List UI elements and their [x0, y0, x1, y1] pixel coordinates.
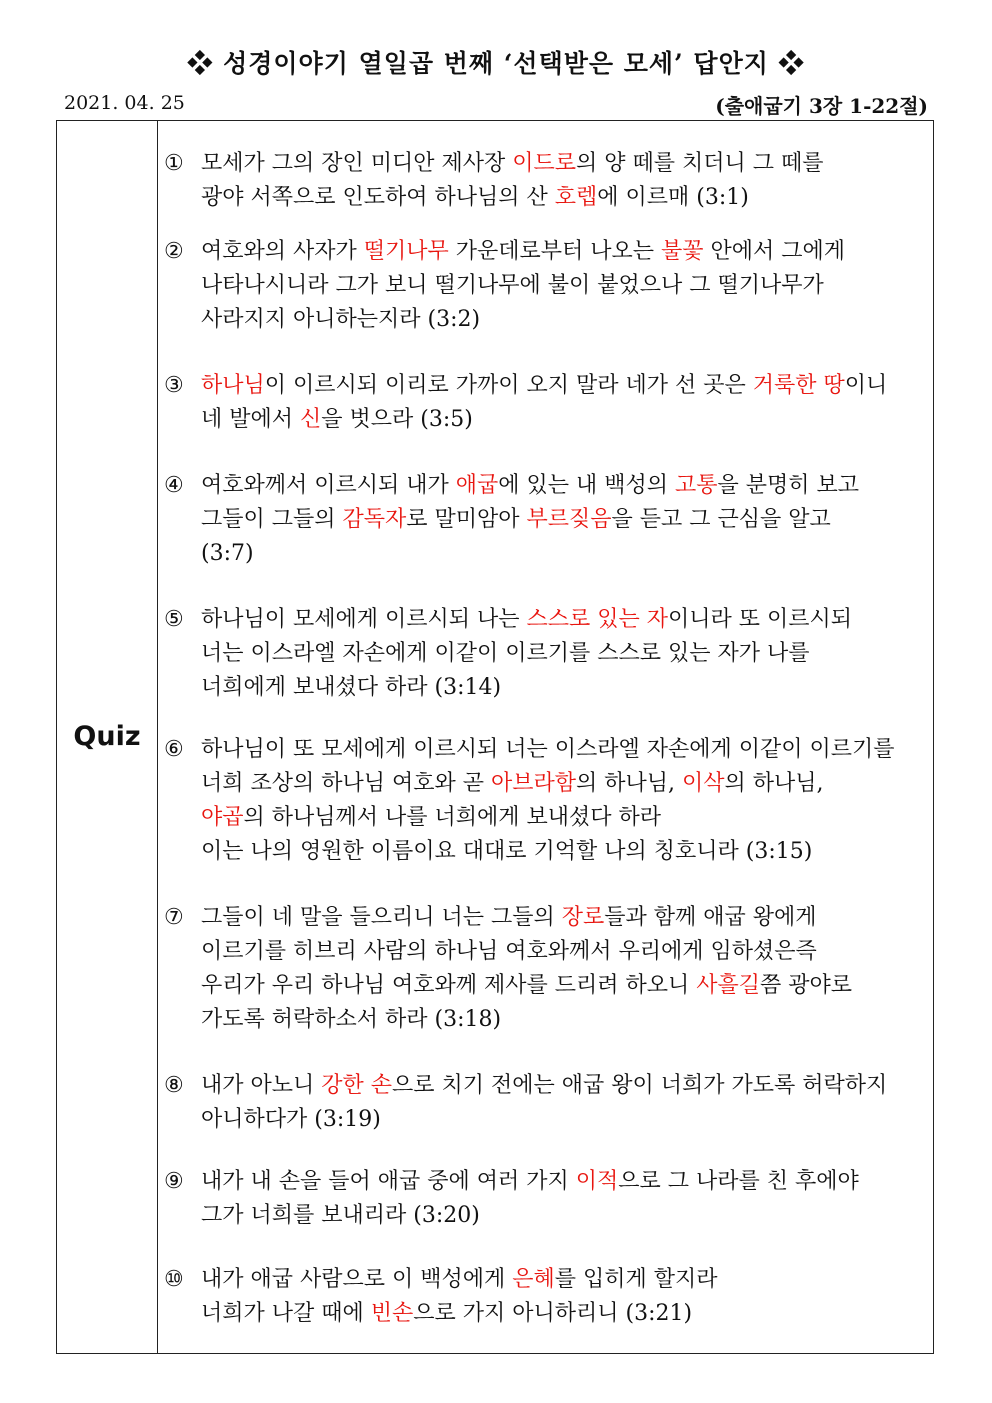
- question-text: 이 이르시되 이리로 가까이 오지 말라 네가 선 곳은: [264, 373, 753, 398]
- question-text: 을 벗으라 (3:5): [321, 407, 473, 432]
- item-line: [201, 1297, 934, 1331]
- quiz-table: [56, 120, 934, 1354]
- item-number: ④: [164, 473, 184, 498]
- item-line: [201, 1263, 934, 1297]
- answer-text: 아브라함: [491, 771, 577, 796]
- item-number: ⑥: [164, 737, 184, 762]
- item-line: [201, 671, 934, 705]
- question-text: 으로 치기 전에는 애굽 왕이 너희가 가도록 허락하지: [392, 1073, 888, 1098]
- answer-text: 장로: [561, 905, 605, 930]
- item-line: [201, 969, 934, 1003]
- item-line: [201, 235, 934, 269]
- question-text: 우리가 우리 하나님 여호와께 제사를 드리려 하오니: [201, 973, 697, 998]
- item-number: ③: [164, 373, 184, 398]
- question-text: 의 양 떼를 치더니 그 떼를: [576, 151, 824, 176]
- question-text: 으로 그 나라를 친 후에야: [618, 1169, 859, 1194]
- question-text: 그들이 네 말을 들으리니 너는 그들의: [201, 905, 562, 930]
- question-text: 이는 나의 영원한 이름이요 대대로 기억할 나의 칭호니라 (3:15): [201, 839, 813, 864]
- quiz-item: [164, 901, 934, 1037]
- question-text: 내가 내 손을 들어 애굽 중에 여러 가지: [201, 1169, 576, 1194]
- item-number: ⑩: [164, 1267, 184, 1292]
- answer-text: 불꽃: [661, 239, 704, 264]
- item-number: ⑧: [164, 1073, 184, 1098]
- question-text: 가운데로부터 나오는: [448, 239, 662, 264]
- item-number: ①: [164, 151, 184, 176]
- answer-text: 스스로 있는 자: [526, 607, 669, 632]
- question-text: 하나님이 모세에게 이르시되 나는: [201, 607, 527, 632]
- answer-text: 야곱: [201, 805, 244, 830]
- item-line: [201, 1199, 934, 1233]
- item-number: ⑦: [164, 905, 184, 930]
- answer-text: 빈손: [370, 1301, 414, 1326]
- answer-text: 고통: [675, 473, 718, 498]
- item-line: [201, 835, 934, 869]
- question-text: 이니라 또 이르시되: [668, 607, 853, 632]
- item-number: ②: [164, 239, 184, 264]
- quiz-label: Quiz: [73, 721, 141, 752]
- item-line: [201, 901, 934, 935]
- answer-text: 신: [300, 407, 322, 432]
- question-text: 하나님이 또 모세에게 이르시되 너는 이스라엘 자손에게 이같이 이르기를: [201, 737, 895, 762]
- answer-text: 사흘길: [696, 973, 761, 998]
- question-text: 을 분명히 보고: [717, 473, 860, 498]
- item-line: [201, 733, 934, 767]
- answer-text: 호렙: [554, 185, 598, 210]
- quiz-item: [164, 1263, 934, 1331]
- question-text: 의 하나님,: [576, 771, 683, 796]
- answer-text: 부르짖음: [526, 507, 612, 532]
- question-text: 아니하다가 (3:19): [201, 1107, 381, 1132]
- question-text: 의 하나님,: [724, 771, 824, 796]
- answer-text: 애굽: [455, 473, 499, 498]
- item-line: [201, 1069, 934, 1103]
- question-text: 의 하나님께서 나를 너희에게 보내셨다 하라: [243, 805, 662, 830]
- column-divider: [157, 121, 158, 1353]
- item-line: [201, 1103, 934, 1137]
- quiz-item: [164, 147, 934, 215]
- item-line: [201, 181, 934, 215]
- question-text: 네 발에서: [201, 407, 300, 432]
- question-text: 여호와께서 이르시되 내가: [201, 473, 456, 498]
- question-text: 광야 서쪽으로 인도하여 하나님의 산: [201, 185, 555, 210]
- question-text: 모세가 그의 장인 미디안 제사장: [201, 151, 513, 176]
- item-line: [201, 403, 934, 437]
- item-line: [201, 935, 934, 969]
- answer-text: 이드로: [512, 151, 577, 176]
- quiz-item: [164, 469, 934, 571]
- quiz-item: [164, 733, 934, 869]
- quiz-item: [164, 235, 934, 337]
- item-line: [201, 147, 934, 181]
- quiz-item: [164, 1069, 934, 1137]
- question-text: 를 입히게 할지라: [554, 1267, 718, 1292]
- item-line: [201, 303, 934, 337]
- date: 2021. 04. 25: [64, 92, 185, 114]
- question-text: 내가 아노니: [201, 1073, 322, 1098]
- question-text: (3:7): [201, 541, 254, 566]
- item-line: [201, 637, 934, 671]
- item-line: [201, 537, 934, 571]
- question-text: 이니: [844, 373, 888, 398]
- item-line: [201, 1003, 934, 1037]
- item-line: [201, 603, 934, 637]
- answer-text: 이삭: [682, 771, 725, 796]
- question-text: 로 말미암아: [406, 507, 527, 532]
- answer-text: 감독자: [342, 507, 407, 532]
- item-number: ⑨: [164, 1169, 184, 1194]
- question-text: 그가 너희를 보내리라 (3:20): [201, 1203, 480, 1228]
- quiz-item: [164, 1165, 934, 1233]
- question-text: 들과 함께 애굽 왕에게: [604, 905, 817, 930]
- answer-text: 은혜: [512, 1267, 555, 1292]
- page-title: ❖ 성경이야기 열일곱 번째 ‘선택받은 모세’ 답안지 ❖: [187, 49, 805, 78]
- quiz-item: [164, 603, 934, 705]
- answer-text: 하나님: [201, 373, 265, 398]
- question-text: 에 이르매 (3:1): [597, 185, 749, 210]
- item-line: [201, 269, 934, 303]
- question-text: 사라지지 아니하는지라 (3:2): [201, 307, 481, 332]
- question-text: 너희 조상의 하나님 여호와 곧: [201, 771, 491, 796]
- question-text: 으로 가지 아니하리니 (3:21): [413, 1301, 693, 1326]
- item-number: ⑤: [164, 607, 184, 632]
- answer-text: 떨기나무: [363, 239, 449, 264]
- question-text: 나타나시니라 그가 보니 떨기나무에 불이 붙었으나 그 떨기나무가: [201, 273, 824, 298]
- answer-text: 거룩한 땅: [752, 373, 845, 398]
- scripture-reference: (출애굽기 3장 1-22절): [715, 94, 928, 118]
- question-text: 내가 애굽 사람으로 이 백성에게: [201, 1267, 513, 1292]
- question-text: 이르기를 히브리 사람의 하나님 여호와께서 우리에게 임하셨은즉: [201, 939, 817, 964]
- question-text: 을 듣고 그 근심을 알고: [611, 507, 831, 532]
- question-text: 가도록 허락하소서 하라 (3:18): [201, 1007, 502, 1032]
- question-text: 그들이 그들의: [201, 507, 343, 532]
- question-text: 에 있는 내 백성의: [498, 473, 676, 498]
- question-text: 너는 이스라엘 자손에게 이같이 이르기를 스스로 있는 자가 나를: [201, 641, 810, 666]
- answer-text: 이적: [575, 1169, 619, 1194]
- answer-text: 강한 손: [321, 1073, 392, 1098]
- question-text: 너희가 나갈 때에: [201, 1301, 371, 1326]
- item-line: [201, 503, 934, 537]
- quiz-item: [164, 369, 934, 437]
- item-line: [201, 469, 934, 503]
- question-text: 안에서 그에게: [703, 239, 846, 264]
- question-text: 여호와의 사자가: [201, 239, 364, 264]
- item-line: [201, 369, 934, 403]
- question-text: 너희에게 보내셨다 하라 (3:14): [201, 675, 502, 700]
- item-line: [201, 767, 934, 801]
- item-line: [201, 1165, 934, 1199]
- item-line: [201, 801, 934, 835]
- question-text: 쯤 광야로: [760, 973, 853, 998]
